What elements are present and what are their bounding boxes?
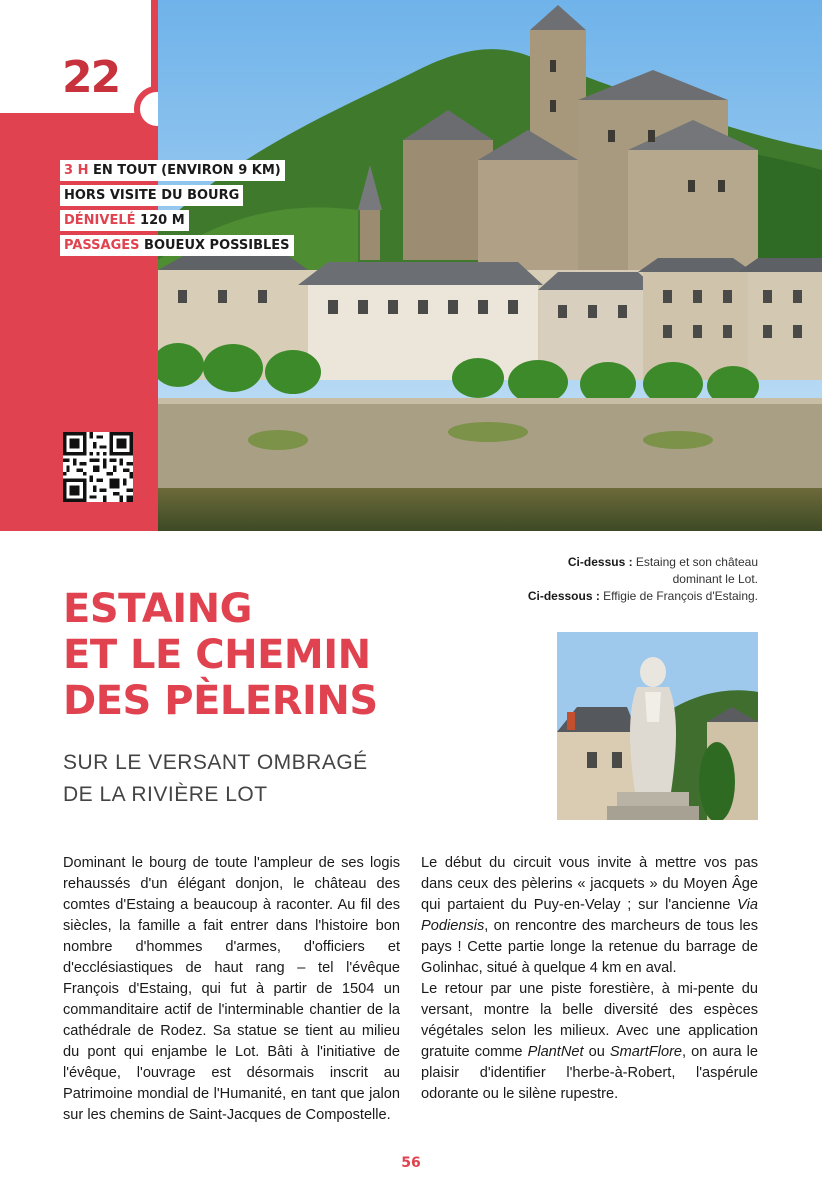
hero-photo-estaing-castle xyxy=(158,0,822,531)
body-paragraph-1: Dominant le bourg de toute l'ampleur de ses logis rehaussés d'un élégant donjon, le château des comtes d'Estaing a beaucoup à raconter. Au fil des siècles, la famille a fait entrer dans l'histoire bon nombre d'hommes d'armes, d'officiers et d'ecclésiastiques de haut rang – tel l'évêque François d'Estaing, qui fut à partir de 1504 un commanditaire actif de l'interminable chantier de la cathédrale de Rodez. Sa statue se tient au milieu du pont qui enjambe le Lot. Bâti à l'initiative de l'évêque, l'ouvrage est désormais inscrit au Patrimoine mondial de l'Humanité, en tant que jalon sur les chemins de Saint-Jacques de Compostelle. xyxy=(63,855,400,1123)
subtitle-line-2: DE LA RIVIÈRE LOT xyxy=(63,783,268,806)
castle-illustration xyxy=(158,0,822,531)
title-line-1: ESTAING xyxy=(63,586,252,632)
info-muddy-passages: PASSAGES BOUEUX POSSIBLES xyxy=(60,235,294,256)
qr-code[interactable] xyxy=(63,432,133,502)
page-subtitle xyxy=(63,747,423,811)
body-paragraph-3: Le retour par une piste forestière, à mi-pente du versant, montre la belle diversité des espèces végétales selon les milieux. Avec une application gratuite comme PlantNet ou SmartFlore, on aura le plaisir d'identifier l'herbe-à-Robert, l'aspérule odorante ou le silène rupestre. xyxy=(421,981,758,1102)
info-elevation: DÉNIVELÉ 120 M xyxy=(60,210,189,231)
page-title xyxy=(63,586,423,724)
title-line-3: DES PÈLERINS xyxy=(63,678,378,724)
qr-code-icon xyxy=(63,432,133,502)
caption-above-continued: dominant le Lot. xyxy=(672,572,758,586)
title-line-2: ET LE CHEMIN xyxy=(63,632,371,678)
route-number: 22 xyxy=(62,52,120,103)
photo-captions xyxy=(458,554,758,605)
statue-illustration xyxy=(557,632,758,820)
page-number: 56 xyxy=(401,1155,421,1171)
subtitle-line-1: SUR LE VERSANT OMBRAGÉ xyxy=(63,751,368,774)
body-paragraph-2: Le début du circuit vous invite à mettre vos pas dans ceux des pèlerins « jacquets » du Moyen Âge qui partaient du Puy-en-Velay ; sur l'ancienne Via Podiensis, on rencontre des marcheurs de tous les pays ! Cette partie longe la retenue du barrage de Golinhac, situé à quelque 4 km en aval. xyxy=(421,855,758,976)
body-column-left xyxy=(63,853,400,1126)
statue-photo-francois-estaing xyxy=(557,632,758,820)
info-excluding-visit: HORS VISITE DU BOURG xyxy=(60,185,243,206)
caption-below: Ci-dessous : Effigie de François d'Estaing. xyxy=(527,589,758,603)
caption-above: Ci-dessus : Estaing et son château xyxy=(567,555,758,569)
body-column-right xyxy=(421,853,758,1105)
route-info-box xyxy=(60,160,294,260)
info-duration: 3 H EN TOUT (ENVIRON 9 KM) xyxy=(60,160,285,181)
